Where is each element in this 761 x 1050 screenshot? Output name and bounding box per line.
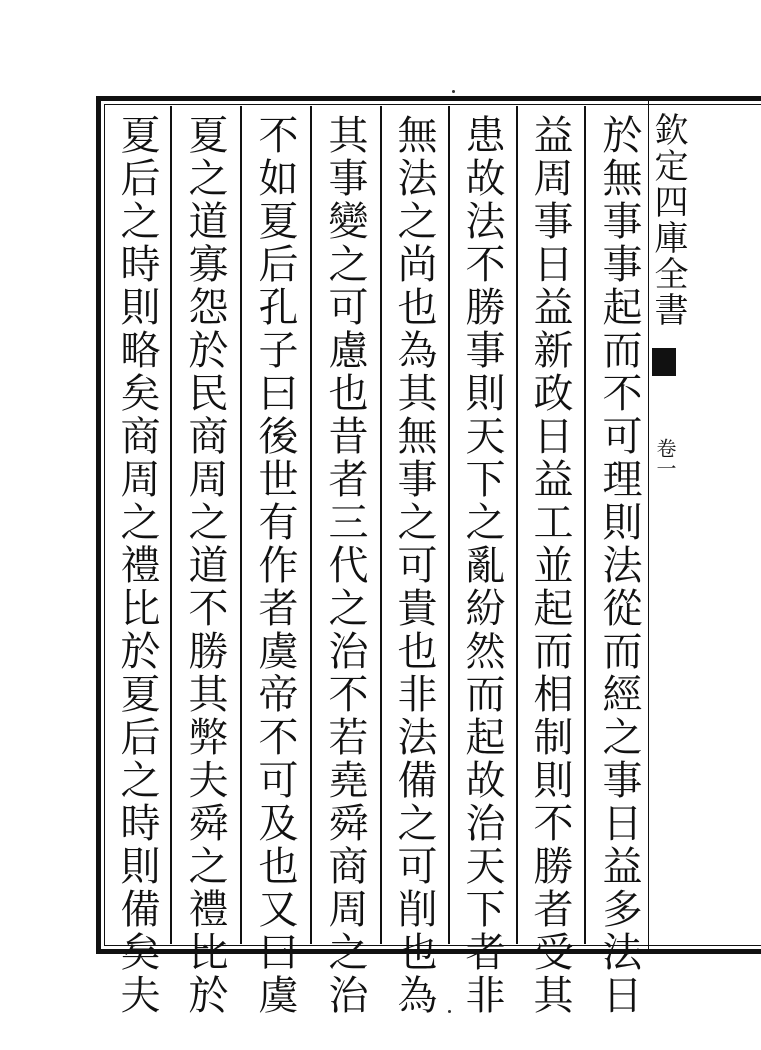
column-rule: [516, 106, 518, 944]
column-text: 益周事日益新政日益工並起而相制則不勝者受其: [527, 114, 573, 1017]
column-rule: [448, 106, 450, 944]
column-rule: [170, 106, 172, 944]
text-column-4: [385, 108, 443, 1017]
column-rule: [380, 106, 382, 944]
column-text: 不如夏后孔子曰後世有作者虞帝不可及也又曰虞: [252, 114, 298, 1017]
text-column-5: [316, 108, 374, 1017]
ink-speck: [452, 90, 455, 93]
fishtail-mark: [652, 348, 676, 376]
column-text: 於無事事起而不可理則法從而經之事日益多法日: [596, 114, 642, 1017]
text-column-7: [176, 108, 234, 1017]
ink-speck: [448, 1010, 451, 1013]
text-column-6: [246, 108, 304, 1017]
column-rule: [240, 106, 242, 944]
column-rule: [310, 106, 312, 944]
column-text: 患故法不勝事則天下之亂紛然而起故治天下者非: [459, 114, 505, 1017]
column-text: 其事變之可慮也昔者三代之治不若堯舜商周之治: [322, 114, 368, 1017]
text-column-3: [453, 108, 511, 1017]
juan-label: 卷一: [653, 438, 677, 478]
column-text: 無法之尚也為其無事之可貴也非法備之可削也為: [391, 114, 437, 1017]
column-text: 夏之道寡怨於民商周之道不勝其弊夫舜之禮比於: [182, 114, 228, 1017]
column-text: 夏后之時則略矣商周之禮比於夏后之時則備矣夫: [114, 114, 160, 1017]
text-column-1: [590, 108, 648, 1017]
text-column-8: [108, 108, 166, 1017]
column-rule: [584, 106, 586, 944]
text-column-2: [521, 108, 579, 1017]
margin-title: 欽定四庫全書: [648, 112, 688, 328]
